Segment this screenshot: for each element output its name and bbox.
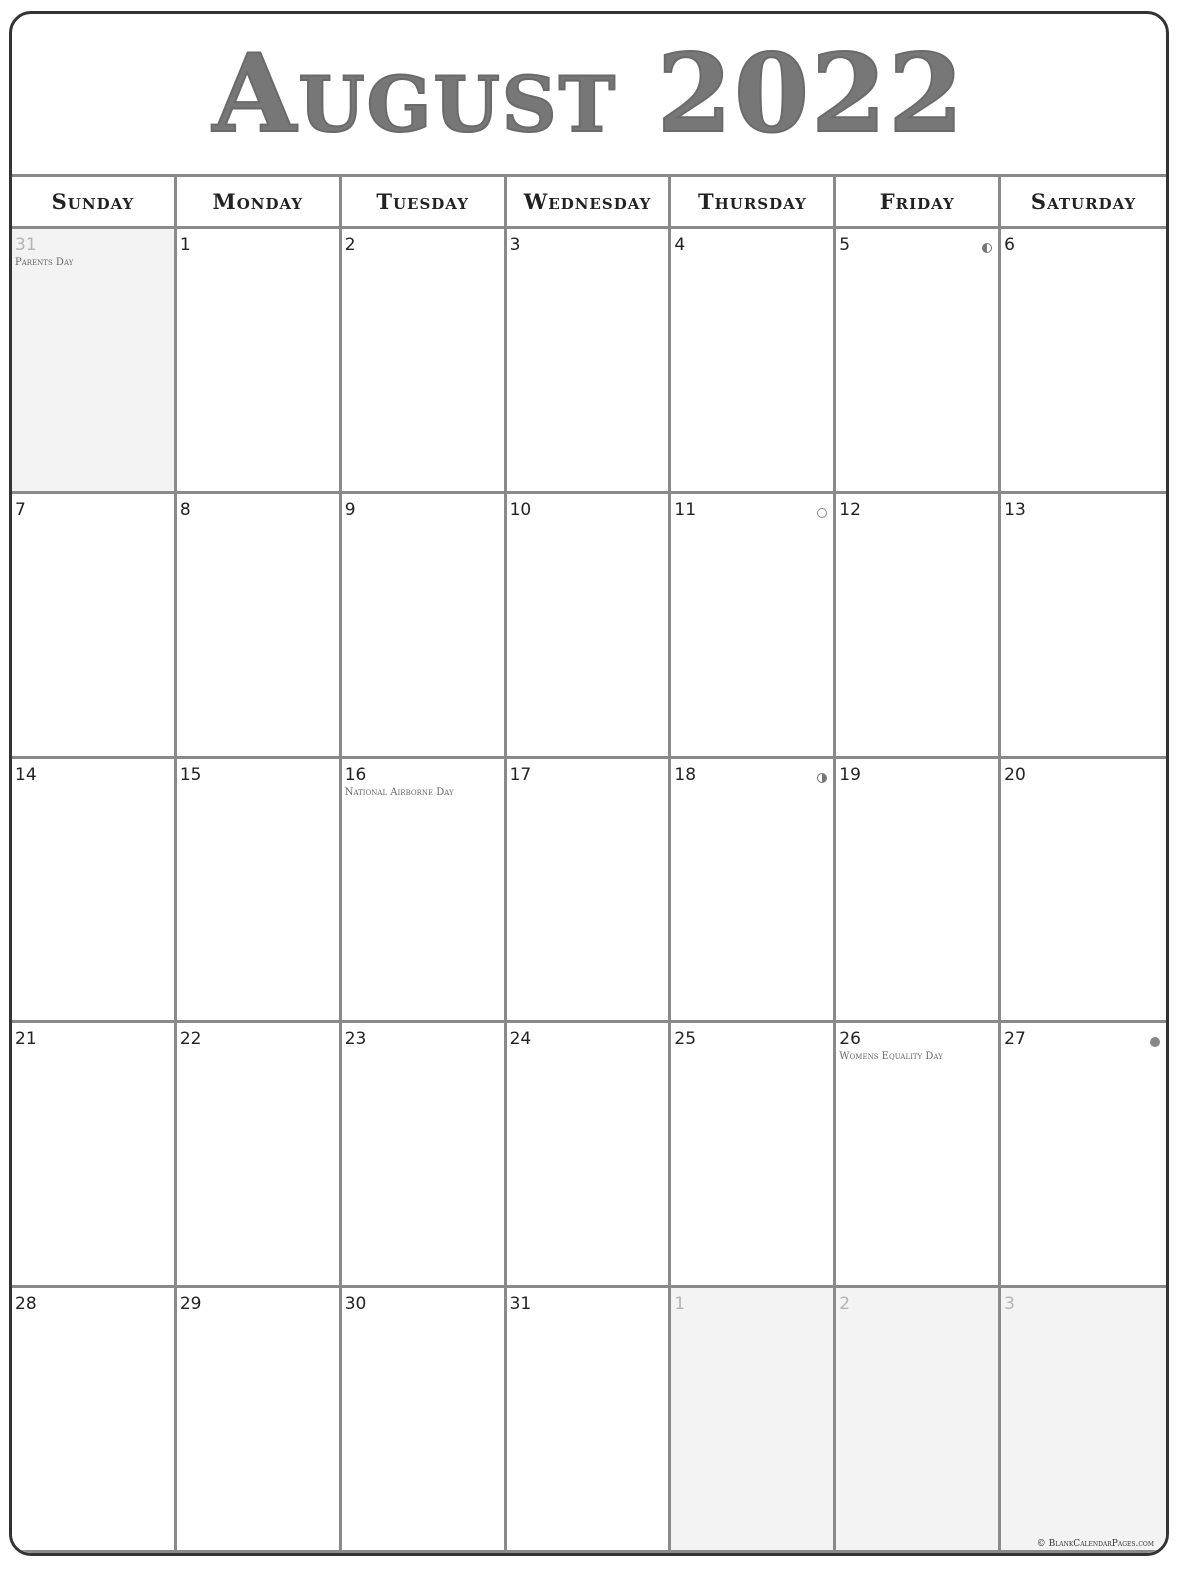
full-moon-icon <box>817 508 827 518</box>
day-number: 26 <box>839 1029 861 1050</box>
day-number: 7 <box>15 499 26 520</box>
day-cell[interactable] <box>507 1288 672 1553</box>
day-number: 4 <box>674 235 686 255</box>
last-quarter-moon-icon <box>817 773 827 783</box>
day-number: 14 <box>15 764 37 785</box>
day-number: 1 <box>674 1294 686 1315</box>
day-number: 9 <box>344 499 356 520</box>
day-number: 22 <box>179 1029 202 1050</box>
day-number: 18 <box>674 764 697 785</box>
day-cell[interactable] <box>12 1023 177 1288</box>
weekday-header-monday: Monday <box>177 177 342 229</box>
day-number: 3 <box>509 235 521 255</box>
weekday-header-saturday: Saturday <box>1001 177 1166 229</box>
weekday-header-friday: Friday <box>836 177 1001 229</box>
holiday-label: National Airborne Day <box>344 786 454 798</box>
day-cell-outside-month[interactable] <box>1001 1288 1166 1553</box>
day-cell[interactable] <box>342 1288 507 1553</box>
day-cell[interactable] <box>507 229 672 494</box>
weekday-header-sunday: Sunday <box>12 177 177 229</box>
day-cell[interactable] <box>1001 759 1166 1024</box>
day-number: 5 <box>839 235 851 255</box>
first-quarter-moon-icon <box>982 243 992 253</box>
day-cell[interactable] <box>177 229 342 494</box>
day-number: 31 <box>15 235 37 255</box>
day-number: 3 <box>1004 1294 1015 1315</box>
day-number: 2 <box>839 1294 851 1315</box>
day-cell[interactable] <box>1001 229 1166 494</box>
day-cell[interactable] <box>12 494 177 759</box>
day-cell-outside-month[interactable] <box>671 1288 836 1553</box>
day-cell[interactable] <box>342 759 507 1024</box>
weekday-header-wednesday: Wednesday <box>507 177 672 229</box>
new-moon-icon <box>1150 1037 1160 1047</box>
day-number: 30 <box>344 1294 367 1315</box>
calendar-page <box>9 11 1169 1556</box>
holiday-label: Parents Day <box>15 257 74 268</box>
day-number: 23 <box>344 1029 367 1050</box>
day-number: 28 <box>15 1294 37 1315</box>
day-cell[interactable] <box>342 229 507 494</box>
day-cell[interactable] <box>177 494 342 759</box>
day-cell[interactable] <box>177 1288 342 1553</box>
day-cell[interactable] <box>12 1288 177 1553</box>
day-cell[interactable] <box>836 759 1001 1024</box>
day-number: 27 <box>1004 1029 1026 1050</box>
day-number: 21 <box>15 1029 37 1050</box>
day-number: 31 <box>509 1294 532 1315</box>
day-number: 13 <box>1004 499 1026 520</box>
day-cell[interactable] <box>507 759 672 1024</box>
day-cell[interactable] <box>342 1023 507 1288</box>
day-cell[interactable] <box>177 1023 342 1288</box>
day-cell[interactable] <box>836 229 1001 494</box>
day-number: 17 <box>509 764 532 785</box>
weekday-header-thursday: Thursday <box>671 177 836 229</box>
day-cell-outside-month[interactable] <box>12 229 177 494</box>
day-cell[interactable] <box>1001 494 1166 759</box>
day-cell[interactable] <box>1001 1023 1166 1288</box>
day-cell[interactable] <box>507 494 672 759</box>
day-cell[interactable] <box>836 1023 1001 1288</box>
weekday-header-tuesday: Tuesday <box>342 177 507 229</box>
day-number: 11 <box>674 499 697 520</box>
day-cell-outside-month[interactable] <box>836 1288 1001 1553</box>
day-cell[interactable] <box>12 759 177 1024</box>
day-number: 16 <box>344 764 367 785</box>
day-number: 15 <box>179 764 202 785</box>
day-number: 8 <box>179 499 191 520</box>
day-number: 24 <box>509 1029 532 1050</box>
day-number: 20 <box>1004 764 1026 785</box>
day-cell[interactable] <box>342 494 507 759</box>
day-cell[interactable] <box>671 229 836 494</box>
calendar-grid <box>12 174 1166 1553</box>
calendar-title: August 2022 <box>212 31 966 157</box>
copyright-text: © BlankCalendarPages.com <box>1036 1539 1154 1549</box>
day-number: 2 <box>344 235 356 255</box>
day-number: 12 <box>839 499 861 520</box>
day-number: 10 <box>509 499 532 520</box>
day-cell[interactable] <box>177 759 342 1024</box>
holiday-label: Womens Equality Day <box>839 1051 943 1063</box>
day-cell[interactable] <box>671 759 836 1024</box>
day-number: 19 <box>839 764 861 785</box>
day-cell[interactable] <box>507 1023 672 1288</box>
day-cell[interactable] <box>671 1023 836 1288</box>
day-cell[interactable] <box>836 494 1001 759</box>
day-number: 1 <box>179 235 191 255</box>
day-number: 29 <box>179 1294 202 1315</box>
day-number: 25 <box>674 1029 697 1050</box>
day-number: 6 <box>1004 235 1015 255</box>
day-cell[interactable] <box>671 494 836 759</box>
